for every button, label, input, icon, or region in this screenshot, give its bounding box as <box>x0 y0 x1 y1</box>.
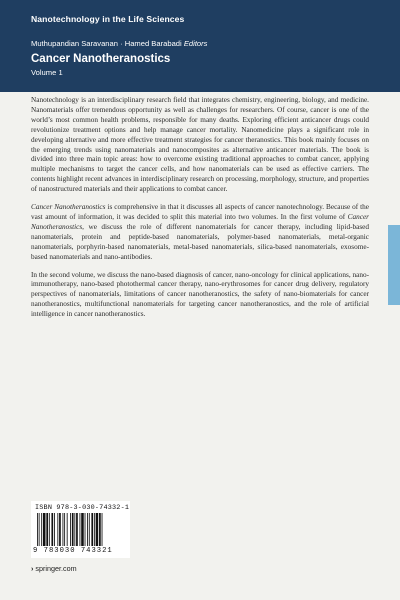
barcode-bars <box>37 513 125 546</box>
barcode-bar <box>72 513 74 546</box>
barcode-bar <box>49 513 50 546</box>
isbn-barcode <box>31 501 130 558</box>
barcode-bar <box>94 513 95 546</box>
blurb-paragraph-2-part-b: , we discuss the role of different nanomaterials for cancer therapy, including lipid-based nanomaterials, protein and peptide-based nanomaterials, polymer-based nanomaterials, metal-organic nanomaterials, porphyrin-based nanomaterials, metal-based nanomaterials, silica-based nanomaterials, exosome-based nanomaterials and nano-antibodies. <box>31 222 369 261</box>
barcode-bar <box>74 513 75 546</box>
barcode-bar <box>96 513 99 546</box>
barcode-bar <box>70 513 71 546</box>
book-title: Cancer Nanotheranostics <box>31 53 171 65</box>
barcode-digits: 9 783030 743321 <box>33 547 113 555</box>
arrow-icon: › <box>31 564 34 573</box>
barcode-bar <box>63 513 64 546</box>
book-title-italic: Cancer Nanotheranostics <box>31 212 369 231</box>
editor-names: Muthupandian Saravanan · Hamed Barabadi <box>31 39 182 48</box>
barcode-bar <box>59 513 61 546</box>
barcode-bar <box>81 513 84 546</box>
barcode-bar <box>102 513 103 546</box>
publisher-site: springer.com <box>35 564 77 573</box>
blurb-paragraph-3: In the second volume, we discuss the nano-based diagnosis of cancer, nano-oncology for clinical applications, nano-immunotherapy, nano-based photothermal cancer therapy, nano-erythrosomes for cancer drug delivery, regulatory perspectives of nanomaterials, limitations of cancer nanotheranostics, the safety of nano-biomaterials for cancer nanotheranostics, multifunctional nanomaterials for targeting cancer nanotheranostics, and the role of artificial intelligence in cancer nanotheranostics. <box>31 270 369 319</box>
series-title: Nanotechnology in the Life Sciences <box>31 14 185 24</box>
editors-role: Editors <box>183 39 208 48</box>
blurb-paragraph-2-part-a: is comprehensive in that it discusses all aspects of cancer nanotechnology. Because of the vast amount of information, it was decided to split this material into two volumes. In the first volume of <box>31 203 370 221</box>
barcode-bar <box>91 513 93 546</box>
barcode-bar <box>37 513 38 546</box>
isbn-text: ISBN 978-3-030-74332-1 <box>35 504 130 512</box>
editors-line <box>31 39 207 48</box>
barcode-bar <box>43 513 46 546</box>
barcode-bar <box>87 513 88 546</box>
blurb-paragraph-1: Nanotechnology is an interdisciplinary research field that integrates chemistry, engineering, biology, and medicine. Nanomaterials offer tremendous opportunity as well as challenges for researchers. Of course, cancer is one of the world’s most common health problems, responsible for many deaths. Exploring efficient anticancer drugs could revolutionize treatment options and help manage cancer mortality. Nanomedicine plays a significant role in developing alternative and more effective treatment strategies for cancer theranostics. This book mainly focuses on the emerging trends using nanomaterials and nanocomposites as alternative anticancer materials. The book is divided into three main topic areas: how to overcome existing traditional approaches to combat cancer, applying multiple mechanisms to target the cancer cells, and how nanomaterials can be used as effective carriers. The contents highlight recent advances in interdisciplinary research on processing, morphology, structure, and properties of nanostructured materials and their applications to combat cancer. <box>31 96 369 194</box>
publisher-link[interactable] <box>31 564 77 573</box>
barcode-bar <box>80 513 81 546</box>
barcode-bar <box>99 513 101 546</box>
barcode-bar <box>76 513 78 546</box>
barcode-bar <box>64 513 65 546</box>
barcode-bar <box>46 513 48 546</box>
side-color-tab <box>388 225 400 305</box>
volume-label: Volume 1 <box>31 68 63 77</box>
barcode-bar <box>41 513 42 546</box>
book-title-italic: Cancer Nanotheranostics <box>31 203 106 212</box>
barcode-bar <box>89 513 90 546</box>
barcode-bar <box>54 513 55 546</box>
barcode-bar <box>57 513 58 546</box>
barcode-bar <box>67 513 68 546</box>
cover-header <box>0 0 400 92</box>
blurb-text <box>31 96 369 328</box>
blurb-paragraph-2 <box>31 203 369 262</box>
barcode-bar <box>39 513 40 546</box>
barcode-bar <box>51 513 53 546</box>
barcode-bar <box>85 513 86 546</box>
